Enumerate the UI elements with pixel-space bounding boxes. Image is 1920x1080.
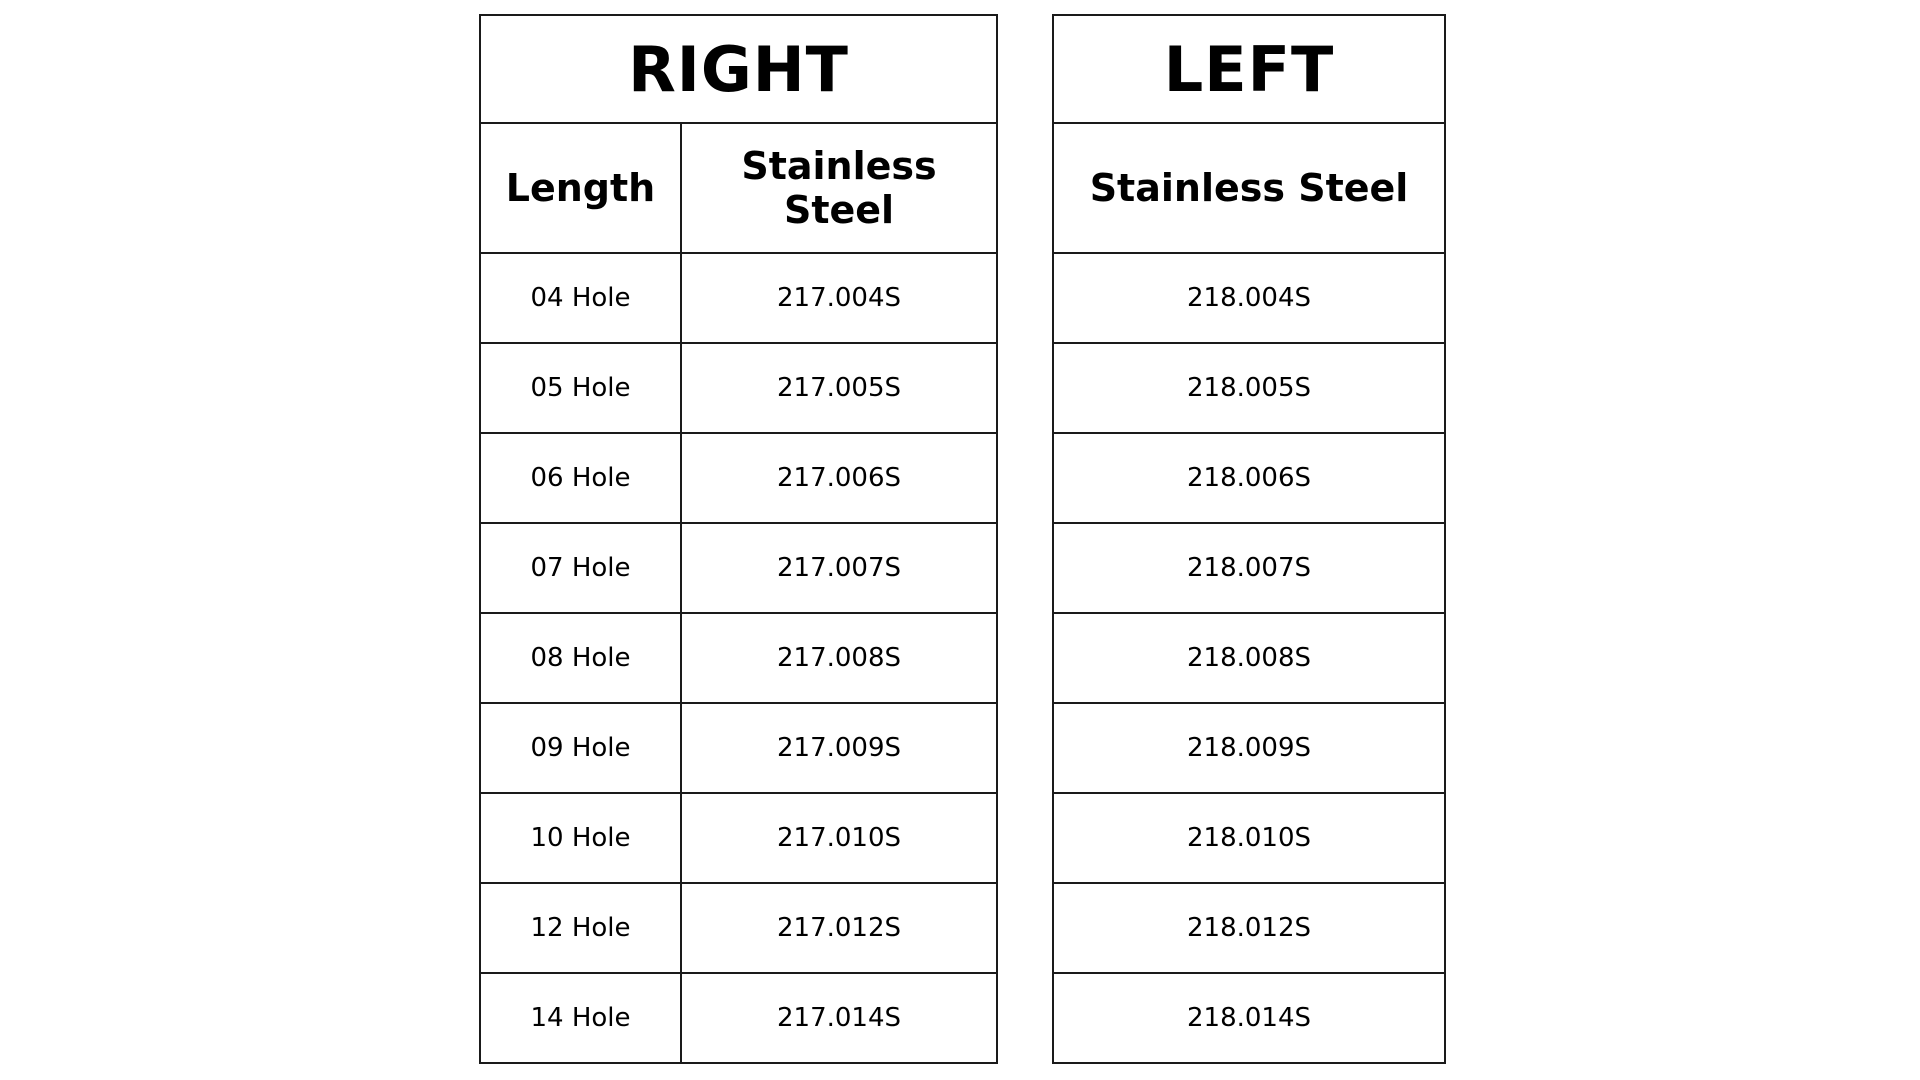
part-code-cell: 217.010S: [681, 793, 997, 883]
part-code-cell: 218.010S: [1053, 793, 1445, 883]
part-code-cell: 218.014S: [1053, 973, 1445, 1063]
length-cell: 05 Hole: [480, 343, 681, 433]
part-code-cell: 218.009S: [1053, 703, 1445, 793]
length-cell: 07 Hole: [480, 523, 681, 613]
part-code-cell: 217.006S: [681, 433, 997, 523]
part-code-cell: 218.005S: [1053, 343, 1445, 433]
table-row: [480, 613, 997, 703]
length-cell: 14 Hole: [480, 973, 681, 1063]
part-code-cell: 217.014S: [681, 973, 997, 1063]
part-code-cell: 217.004S: [681, 253, 997, 343]
length-cell: 09 Hole: [480, 703, 681, 793]
table-row: [1053, 433, 1445, 523]
part-code-cell: 217.012S: [681, 883, 997, 973]
length-cell: 06 Hole: [480, 433, 681, 523]
table-row: [480, 793, 997, 883]
part-code-cell: 217.007S: [681, 523, 997, 613]
table-row: [1053, 253, 1445, 343]
table-row: [1053, 973, 1445, 1063]
left-material-header: Stainless Steel: [1053, 123, 1445, 253]
length-header: Length: [480, 123, 681, 253]
left-table: [1052, 14, 1446, 1064]
length-cell: 08 Hole: [480, 613, 681, 703]
part-code-cell: 218.006S: [1053, 433, 1445, 523]
table-row: [480, 523, 997, 613]
left-title-row: [1053, 15, 1445, 123]
right-table-title: RIGHT: [480, 15, 997, 123]
length-cell: 10 Hole: [480, 793, 681, 883]
length-cell: 12 Hole: [480, 883, 681, 973]
right-table: [479, 14, 998, 1064]
part-code-cell: 218.008S: [1053, 613, 1445, 703]
table-row: [480, 433, 997, 523]
part-code-cell: 217.009S: [681, 703, 997, 793]
part-code-cell: 218.012S: [1053, 883, 1445, 973]
part-code-cell: 218.007S: [1053, 523, 1445, 613]
table-row: [480, 703, 997, 793]
left-table-body: [1053, 253, 1445, 1063]
table-row: [480, 973, 997, 1063]
table-row: [1053, 703, 1445, 793]
table-row: [1053, 613, 1445, 703]
part-code-cell: 218.004S: [1053, 253, 1445, 343]
left-header-row: [1053, 123, 1445, 253]
table-row: [1053, 793, 1445, 883]
left-table-title: LEFT: [1053, 15, 1445, 123]
part-code-cell: 217.008S: [681, 613, 997, 703]
table-row: [480, 253, 997, 343]
right-material-header: Stainless Steel: [681, 123, 997, 253]
table-row: [1053, 883, 1445, 973]
right-header-row: [480, 123, 997, 253]
table-row: [1053, 523, 1445, 613]
table-row: [1053, 343, 1445, 433]
table-row: [480, 343, 997, 433]
length-cell: 04 Hole: [480, 253, 681, 343]
right-table-body: [480, 253, 997, 1063]
right-title-row: [480, 15, 997, 123]
table-row: [480, 883, 997, 973]
part-code-cell: 217.005S: [681, 343, 997, 433]
